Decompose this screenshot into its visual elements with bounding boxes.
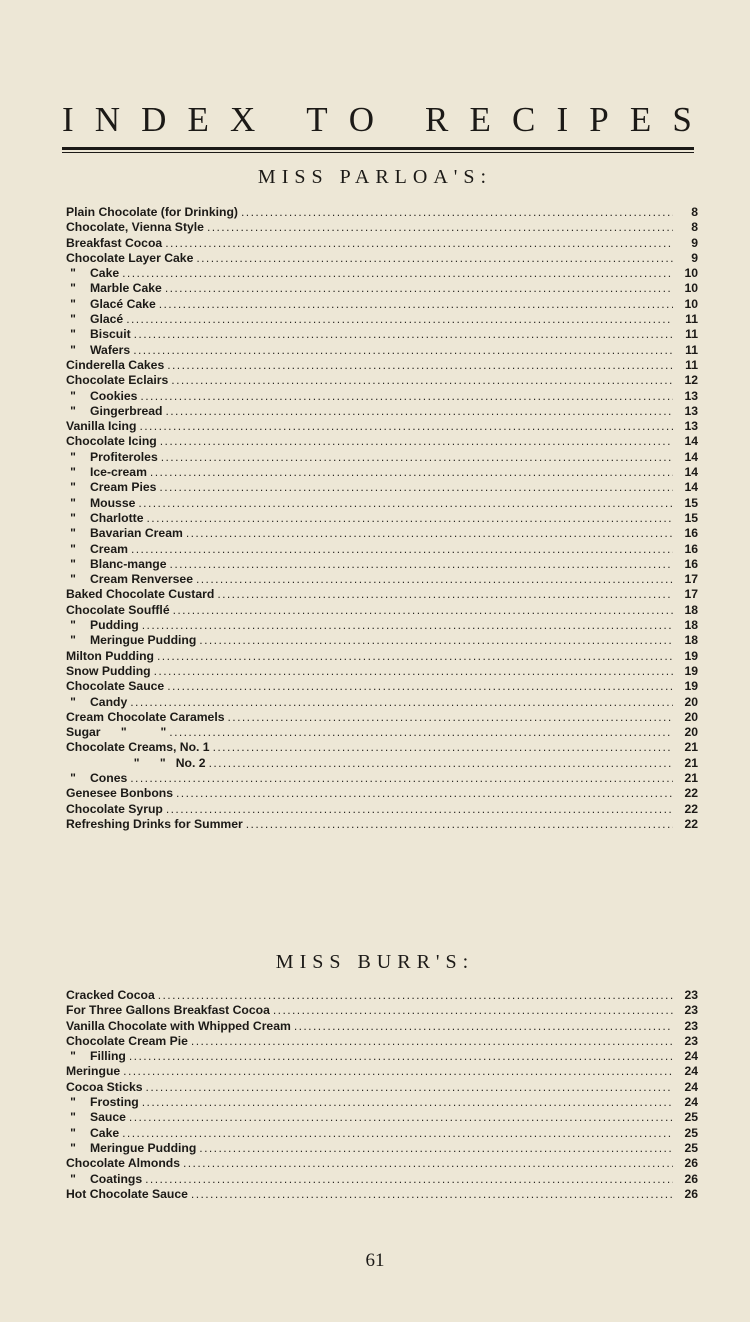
- entry-page-number: 22: [684, 816, 698, 831]
- entry-page-number: 20: [684, 694, 698, 709]
- dot-leader: [199, 1141, 673, 1156]
- entry-page-number: 25: [684, 1110, 698, 1125]
- dot-leader: [159, 297, 673, 312]
- title-letter: S: [672, 100, 692, 139]
- entry-page-number: 23: [684, 1003, 698, 1018]
- ditto-mark: ": [70, 541, 76, 556]
- index-entry: [66, 1172, 698, 1187]
- index-entry: [66, 1064, 698, 1079]
- entry-label: Chocolate, Vienna Style: [66, 220, 204, 235]
- index-entry: [66, 281, 698, 296]
- entry-label: Chocolate Layer Cake: [66, 250, 194, 265]
- dot-leader: [176, 786, 673, 801]
- entry-page-number: 24: [684, 1079, 698, 1094]
- dot-leader: [173, 603, 673, 618]
- index-entry: [66, 618, 698, 633]
- ditto-mark: ": [70, 480, 76, 495]
- index-entry: [66, 236, 698, 251]
- index-entry: [66, 1003, 698, 1018]
- dot-leader: [196, 572, 673, 587]
- ditto-mark: ": [70, 633, 76, 648]
- entry-text: Blanc-mange: [90, 556, 167, 571]
- entry-text: Cones: [90, 770, 128, 785]
- index-entry: [66, 710, 698, 725]
- entry-page-number: 24: [684, 1049, 698, 1064]
- title-letter: [395, 100, 404, 140]
- dot-leader: [129, 1049, 673, 1064]
- dot-leader: [166, 802, 673, 817]
- index-entry: [66, 373, 698, 388]
- title-letter: X: [230, 100, 256, 139]
- title-letter: I: [62, 100, 74, 139]
- index-entry: [66, 756, 698, 771]
- title-letter: T: [306, 100, 328, 139]
- entry-label: Snow Pudding: [66, 663, 151, 678]
- entry-page-number: 23: [684, 1018, 698, 1033]
- index-entry: [66, 633, 698, 648]
- entry-label: For Three Gallons Breakfast Cocoa: [66, 1003, 270, 1018]
- entry-label: [66, 297, 156, 312]
- dot-leader: [199, 633, 673, 648]
- entry-text: Wafers: [90, 342, 131, 357]
- title-letter: E: [469, 100, 491, 139]
- entry-label: " " No. 2: [66, 755, 206, 770]
- entry-label: Cream Chocolate Caramels: [66, 709, 225, 724]
- entry-text: Meringue Pudding: [90, 1140, 197, 1155]
- ditto-mark: ": [70, 312, 76, 327]
- page-title: [62, 100, 692, 140]
- title-letter: O: [348, 100, 375, 139]
- index-entry: [66, 465, 698, 480]
- entry-page-number: 17: [684, 572, 698, 587]
- ditto-mark: ": [70, 296, 76, 311]
- entry-text: Cookies: [90, 388, 138, 403]
- index-entry: [66, 327, 698, 342]
- index-entry: [66, 740, 698, 755]
- ditto-mark: ": [70, 281, 76, 296]
- index-entry: [66, 542, 698, 557]
- ditto-mark: ": [70, 618, 76, 633]
- entry-label: Milton Pudding: [66, 648, 154, 663]
- entry-page-number: 10: [684, 296, 698, 311]
- entry-label: [66, 511, 144, 526]
- dot-leader: [213, 740, 673, 755]
- entry-text: Frosting: [90, 1095, 139, 1110]
- entry-page-number: 10: [684, 281, 698, 296]
- index-entry: [66, 526, 698, 541]
- dot-leader: [123, 1064, 673, 1079]
- index-entry: [66, 480, 698, 495]
- entry-page-number: 16: [684, 556, 698, 571]
- title-letter: N: [94, 100, 121, 139]
- entry-text: Cream: [90, 541, 128, 556]
- title-letter: R: [425, 100, 449, 139]
- entry-page-number: 16: [684, 526, 698, 541]
- entry-page-number: 25: [684, 1140, 698, 1155]
- dot-leader: [241, 205, 673, 220]
- entry-page-number: 9: [691, 235, 698, 250]
- entry-text: Sauce: [90, 1110, 126, 1125]
- dot-leader: [159, 480, 673, 495]
- entry-label: [66, 618, 139, 633]
- entry-label: [66, 343, 130, 358]
- entry-label: [66, 450, 158, 465]
- index-entry: [66, 1126, 698, 1141]
- ditto-mark: ": [70, 342, 76, 357]
- index-entry: [66, 679, 698, 694]
- entry-page-number: 26: [684, 1186, 698, 1201]
- dot-leader: [186, 526, 673, 541]
- index-entry: [66, 220, 698, 235]
- page-number: 61: [365, 1250, 385, 1271]
- entry-page-number: 13: [684, 388, 698, 403]
- entry-label: Chocolate Soufflé: [66, 602, 170, 617]
- entry-text: Pudding: [90, 618, 139, 633]
- entry-page-number: 13: [684, 419, 698, 434]
- index-entry: [66, 1034, 698, 1049]
- entry-label: [66, 496, 135, 511]
- entry-label: Plain Chocolate (for Drinking): [66, 205, 238, 219]
- ditto-mark: ": [70, 770, 76, 785]
- index-entry: [66, 205, 698, 220]
- index-entry: [66, 297, 698, 312]
- entry-label: Cracked Cocoa: [66, 988, 155, 1002]
- index-entry: [66, 1080, 698, 1095]
- index-entry: [66, 603, 698, 618]
- ditto-mark: ": [70, 510, 76, 525]
- dot-leader: [191, 1034, 673, 1049]
- dot-leader: [140, 389, 673, 404]
- title-rule-thick: [62, 147, 694, 150]
- entry-page-number: 20: [684, 725, 698, 740]
- entry-page-number: 21: [684, 740, 698, 755]
- index-entry: [66, 802, 698, 817]
- dot-leader: [165, 281, 673, 296]
- entry-page-number: 24: [684, 1064, 698, 1079]
- index-entry: [66, 496, 698, 511]
- entry-label: Vanilla Chocolate with Whipped Cream: [66, 1018, 291, 1033]
- entry-label: [66, 542, 128, 557]
- index-entry: [66, 725, 698, 740]
- title-letter: C: [512, 100, 536, 139]
- ditto-mark: ": [70, 465, 76, 480]
- dot-leader: [126, 312, 673, 327]
- index-entry: [66, 1141, 698, 1156]
- entry-page-number: 19: [684, 663, 698, 678]
- entry-text: Gingerbread: [90, 403, 163, 418]
- dot-leader: [130, 695, 673, 710]
- ditto-mark: ": [70, 526, 76, 541]
- entry-label: [66, 1126, 119, 1141]
- index-entry: [66, 817, 698, 832]
- index-entry: [66, 1049, 698, 1064]
- entry-page-number: 23: [684, 1033, 698, 1048]
- title-letter: E: [629, 100, 652, 139]
- dot-leader: [160, 434, 673, 449]
- entry-label: Baked Chocolate Custard: [66, 587, 215, 602]
- index-entry: [66, 1156, 698, 1171]
- title-letter: P: [589, 100, 609, 139]
- ditto-mark: ": [70, 266, 76, 281]
- title-letter: I: [556, 100, 569, 139]
- recipe-list-parloa: [66, 205, 698, 832]
- dot-leader: [129, 1110, 673, 1125]
- entry-label: Breakfast Cocoa: [66, 235, 163, 250]
- entry-page-number: 21: [684, 755, 698, 770]
- entry-label: [66, 771, 127, 786]
- dot-leader: [183, 1156, 673, 1171]
- ditto-mark: ": [70, 449, 76, 464]
- ditto-mark: ": [70, 1171, 76, 1186]
- index-entry: [66, 419, 698, 434]
- entry-label: [66, 465, 147, 480]
- dot-leader: [171, 373, 673, 388]
- index-entry: [66, 450, 698, 465]
- entry-label: [66, 1172, 142, 1187]
- entry-label: Hot Chocolate Sauce: [66, 1186, 188, 1201]
- entry-label: [66, 557, 167, 572]
- index-entry: [66, 587, 698, 602]
- entry-label: [66, 1110, 126, 1125]
- ditto-mark: ": [70, 1110, 76, 1125]
- entry-text: Mousse: [90, 495, 136, 510]
- entry-page-number: 14: [684, 434, 698, 449]
- index-entry: [66, 389, 698, 404]
- entry-page-number: 12: [684, 373, 698, 388]
- index-entry: [66, 343, 698, 358]
- dot-leader: [138, 496, 673, 511]
- index-entry: [66, 649, 698, 664]
- entry-label: Genesee Bonbons: [66, 786, 174, 801]
- entry-text: Cake: [90, 1125, 120, 1140]
- dot-leader: [142, 1095, 673, 1110]
- entry-text: Marble Cake: [90, 281, 162, 296]
- entry-page-number: 23: [684, 988, 698, 1002]
- entry-label: [66, 480, 156, 495]
- ditto-mark: ": [70, 556, 76, 571]
- index-entry: [66, 695, 698, 710]
- entry-page-number: 19: [684, 679, 698, 694]
- entry-text: Cake: [90, 266, 120, 281]
- dot-leader: [169, 725, 673, 740]
- dot-leader: [246, 817, 673, 832]
- entry-page-number: 14: [684, 449, 698, 464]
- dot-leader: [154, 664, 673, 679]
- index-entry: [66, 511, 698, 526]
- entry-page-number: 20: [684, 709, 698, 724]
- index-entry: [66, 312, 698, 327]
- index-entry: [66, 572, 698, 587]
- entry-label: [66, 526, 183, 541]
- entry-page-number: 18: [684, 618, 698, 633]
- entry-label: [66, 1095, 139, 1110]
- entry-label: Meringue: [66, 1064, 121, 1079]
- entry-page-number: 9: [691, 250, 698, 265]
- entry-label: [66, 695, 127, 710]
- dot-leader: [170, 557, 673, 572]
- dot-leader: [167, 679, 673, 694]
- title-letter: E: [187, 100, 209, 139]
- recipe-list-burr: [66, 988, 698, 1202]
- entry-text: Cream Renversee: [90, 572, 193, 587]
- entry-text: Meringue Pudding: [90, 633, 197, 648]
- index-entry: [66, 664, 698, 679]
- ditto-mark: ": [70, 327, 76, 342]
- entry-text: Glacé Cake: [90, 296, 156, 311]
- dot-leader: [131, 542, 673, 557]
- entry-label: Chocolate Almonds: [66, 1156, 180, 1171]
- entry-page-number: 13: [684, 403, 698, 418]
- entry-label: Chocolate Creams, No. 1: [66, 740, 210, 755]
- index-entry: [66, 1019, 698, 1034]
- section-heading-burr: MISS BURR'S:: [275, 951, 475, 973]
- entry-page-number: 15: [684, 510, 698, 525]
- entry-label: Chocolate Cream Pie: [66, 1033, 188, 1048]
- dot-leader: [130, 771, 673, 786]
- entry-label: [66, 312, 123, 327]
- index-entry: [66, 434, 698, 449]
- entry-label: [66, 572, 193, 587]
- entry-text: Coatings: [90, 1171, 143, 1186]
- dot-leader: [150, 465, 673, 480]
- entry-text: Profiteroles: [90, 449, 158, 464]
- entry-page-number: 8: [691, 205, 698, 219]
- entry-page-number: 25: [684, 1125, 698, 1140]
- index-entry: [66, 251, 698, 266]
- entry-label: [66, 389, 137, 404]
- ditto-mark: ": [70, 694, 76, 709]
- index-entry: [66, 1187, 698, 1202]
- entry-page-number: 15: [684, 495, 698, 510]
- entry-page-number: 14: [684, 465, 698, 480]
- entry-label: [66, 404, 162, 419]
- ditto-mark: ": [70, 403, 76, 418]
- title-letter: D: [141, 100, 167, 139]
- index-entry: [66, 786, 698, 801]
- entry-label: [66, 1049, 126, 1064]
- index-entry: [66, 1110, 698, 1125]
- title-letter: [276, 100, 285, 140]
- entry-page-number: 14: [684, 480, 698, 495]
- entry-page-number: 11: [685, 342, 698, 357]
- ditto-mark: ": [70, 572, 76, 587]
- entry-page-number: 8: [691, 220, 698, 235]
- entry-text: Glacé: [90, 312, 124, 327]
- dot-leader: [133, 343, 673, 358]
- entry-page-number: 17: [684, 587, 698, 602]
- index-entry: [66, 557, 698, 572]
- dot-leader: [191, 1187, 673, 1202]
- dot-leader: [161, 450, 673, 465]
- entry-label: [66, 266, 119, 281]
- dot-leader: [134, 327, 673, 342]
- entry-page-number: 22: [684, 786, 698, 801]
- ditto-mark: ": [70, 1095, 76, 1110]
- entry-label: Chocolate Eclairs: [66, 373, 169, 388]
- entry-text: Bavarian Cream: [90, 526, 183, 541]
- entry-text: Biscuit: [90, 327, 131, 342]
- entry-page-number: 24: [684, 1095, 698, 1110]
- entry-label: [66, 327, 131, 342]
- entry-text: Filling: [90, 1049, 126, 1064]
- entry-text: Candy: [90, 694, 128, 709]
- dot-leader: [165, 404, 673, 419]
- dot-leader: [294, 1019, 673, 1034]
- dot-leader: [157, 649, 673, 664]
- dot-leader: [207, 220, 673, 235]
- entry-page-number: 26: [684, 1171, 698, 1186]
- index-entry: [66, 1095, 698, 1110]
- dot-leader: [158, 988, 673, 1003]
- entry-page-number: 10: [684, 266, 698, 281]
- entry-page-number: 18: [684, 602, 698, 617]
- index-entry: [66, 266, 698, 281]
- dot-leader: [217, 587, 673, 602]
- entry-text: Ice-cream: [90, 465, 147, 480]
- entry-label: Chocolate Syrup: [66, 801, 163, 816]
- dot-leader: [273, 1003, 673, 1018]
- entry-label: Cocoa Sticks: [66, 1079, 143, 1094]
- section-heading-parloa: MISS PARLOA'S:: [257, 166, 493, 188]
- dot-leader: [228, 710, 673, 725]
- dot-leader: [122, 266, 673, 281]
- dot-leader: [147, 511, 674, 526]
- dot-leader: [139, 419, 673, 434]
- entry-page-number: 19: [684, 648, 698, 663]
- entry-page-number: 11: [685, 327, 698, 342]
- entry-page-number: 16: [684, 541, 698, 556]
- entry-label: Chocolate Icing: [66, 434, 157, 449]
- dot-leader: [165, 236, 673, 251]
- entry-label: Vanilla Icing: [66, 419, 137, 434]
- dot-leader: [122, 1126, 673, 1141]
- entry-label: Sugar " ": [66, 725, 167, 740]
- entry-label: [66, 281, 162, 296]
- dot-leader: [209, 756, 673, 771]
- dot-leader: [145, 1172, 673, 1187]
- title-rule-thin: [62, 152, 694, 153]
- entry-page-number: 11: [685, 312, 698, 327]
- entry-page-number: 18: [684, 633, 698, 648]
- ditto-mark: ": [70, 495, 76, 510]
- entry-label: Cinderella Cakes: [66, 357, 165, 372]
- entry-page-number: 21: [684, 770, 698, 785]
- entry-page-number: 26: [684, 1156, 698, 1171]
- index-entry: [66, 988, 698, 1003]
- dot-leader: [142, 618, 673, 633]
- ditto-mark: ": [70, 1049, 76, 1064]
- ditto-mark: ": [70, 388, 76, 403]
- ditto-mark: ": [70, 1140, 76, 1155]
- entry-label: Refreshing Drinks for Summer: [66, 816, 243, 831]
- dot-leader: [146, 1080, 673, 1095]
- entry-page-number: 11: [685, 357, 698, 372]
- entry-page-number: 22: [684, 801, 698, 816]
- entry-label: [66, 1141, 196, 1156]
- dot-leader: [167, 358, 673, 373]
- entry-text: Cream Pies: [90, 480, 157, 495]
- dot-leader: [196, 251, 673, 266]
- index-entry: [66, 358, 698, 373]
- entry-text: Charlotte: [90, 510, 144, 525]
- ditto-mark: ": [70, 1125, 76, 1140]
- entry-label: Chocolate Sauce: [66, 679, 165, 694]
- index-entry: [66, 404, 698, 419]
- entry-label: [66, 633, 196, 648]
- index-entry: [66, 771, 698, 786]
